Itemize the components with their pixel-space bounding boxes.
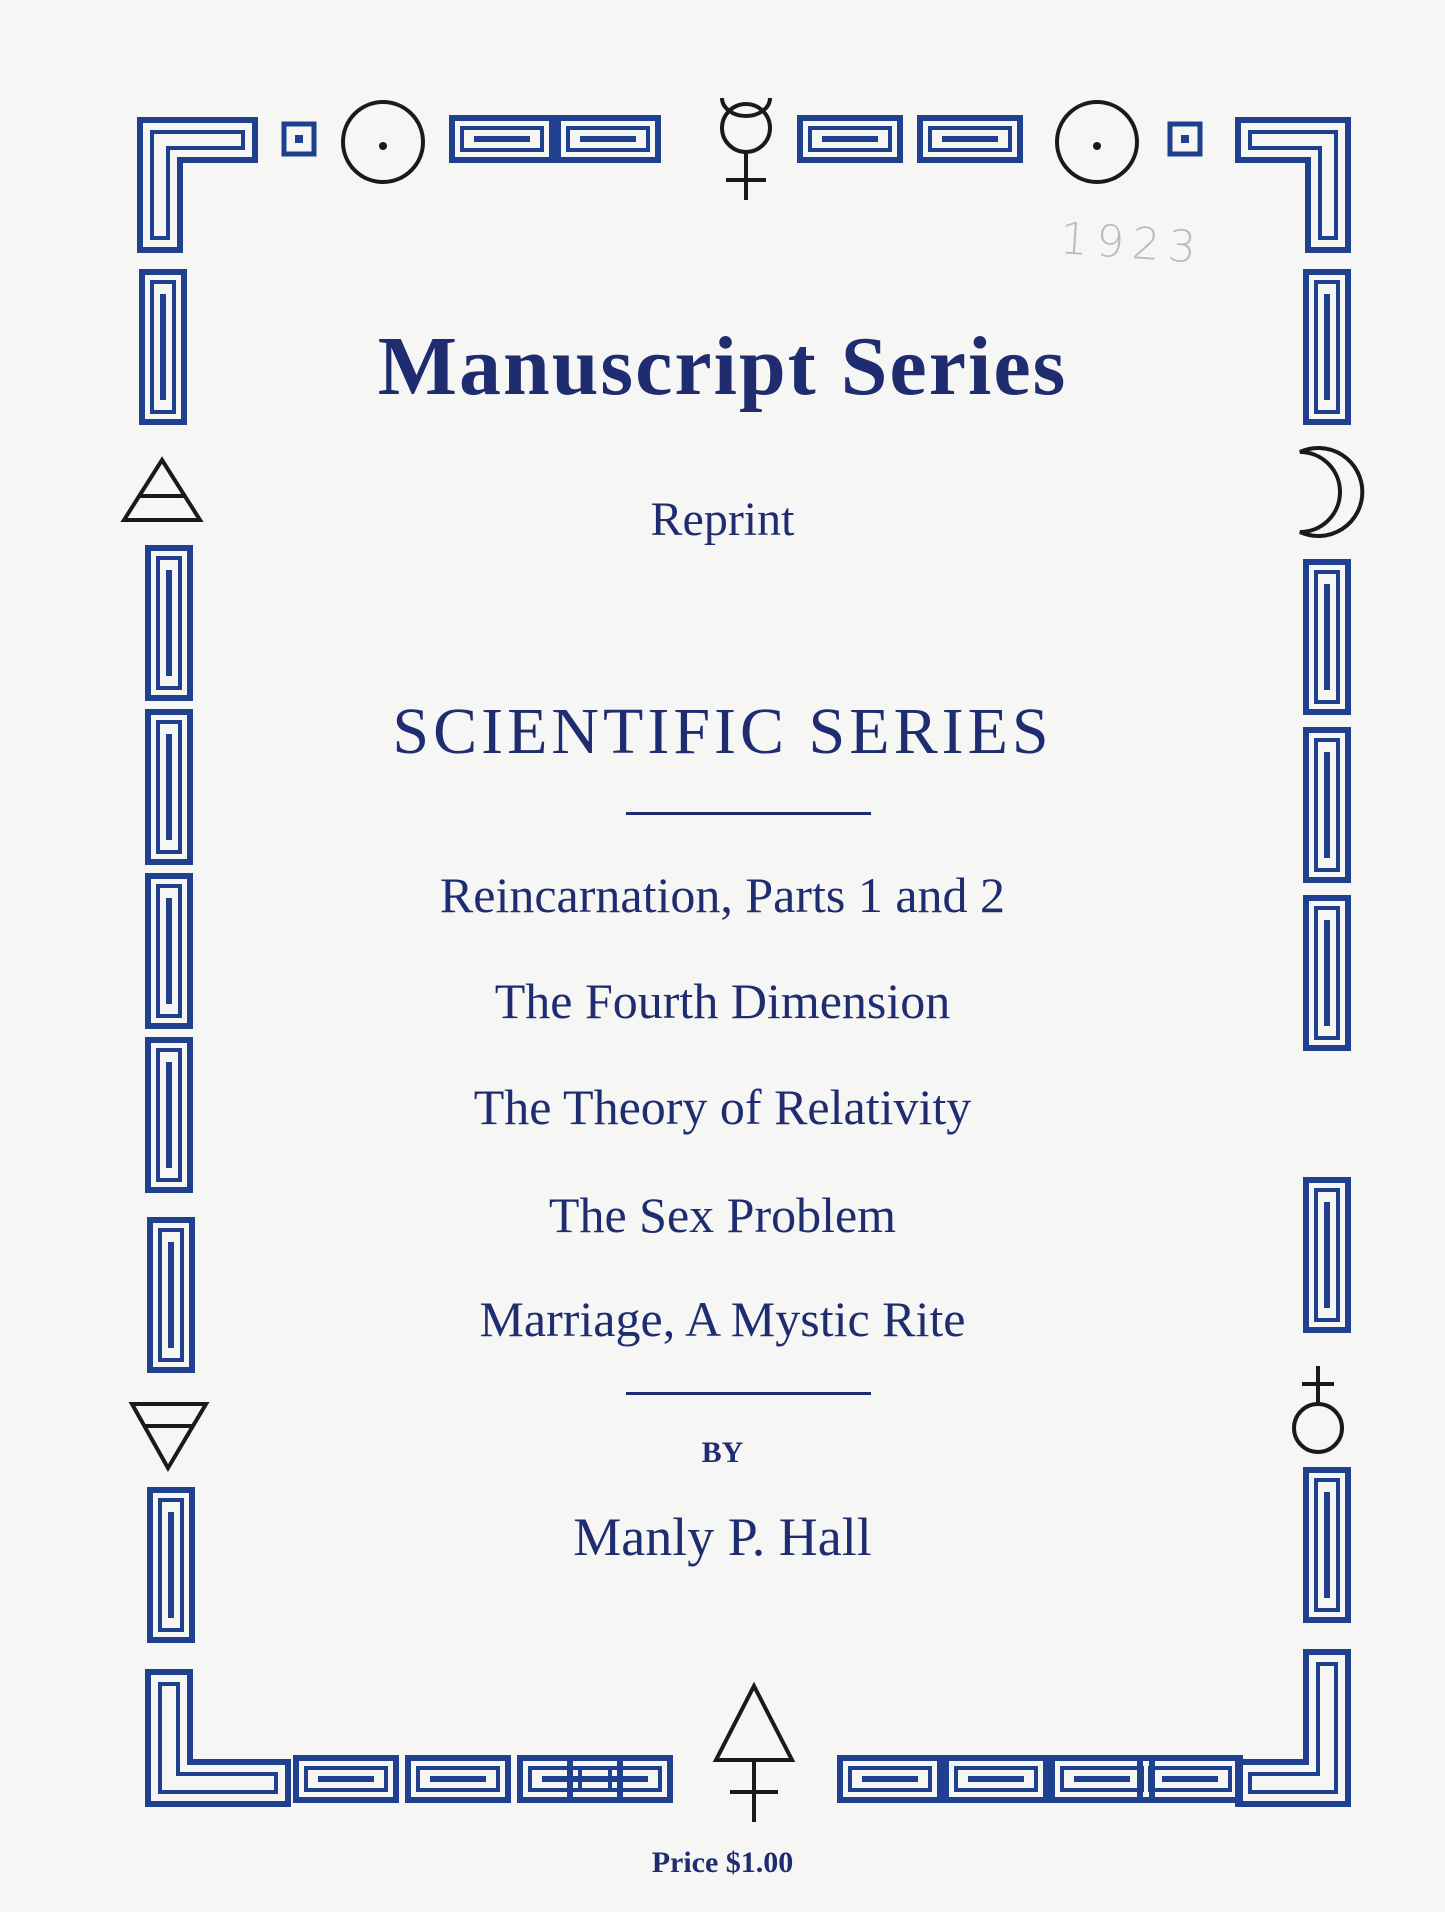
- sun-icon: [343, 102, 423, 182]
- author-name: Manly P. Hall: [573, 1507, 872, 1567]
- list-item: The Sex Problem: [548, 1187, 897, 1243]
- sun-icon: [1057, 102, 1137, 182]
- corner-bottom-right: [1238, 1652, 1348, 1804]
- page-title: Manuscript Series: [377, 320, 1068, 413]
- series-heading: SCIENTIFIC SERIES: [392, 695, 1053, 768]
- price-label: Price $1.00: [651, 1846, 794, 1879]
- mercury-icon: [722, 98, 770, 200]
- corner-bottom-left: [148, 1672, 288, 1804]
- divider: [626, 812, 871, 815]
- list-item: The Theory of Relativity: [473, 1079, 972, 1135]
- corner-top-left: [140, 120, 255, 250]
- list-item: Marriage, A Mystic Rite: [479, 1291, 966, 1347]
- list-item: Reincarnation, Parts 1 and 2: [439, 867, 1006, 923]
- divider: [626, 1392, 871, 1395]
- corner-top-right: [1238, 120, 1348, 250]
- list-item: The Fourth Dimension: [494, 973, 951, 1029]
- subtitle: Reprint: [650, 493, 795, 546]
- handwritten-date: 1923: [1058, 213, 1206, 274]
- water-triangle-icon: [716, 1686, 792, 1822]
- by-label: BY: [701, 1436, 744, 1469]
